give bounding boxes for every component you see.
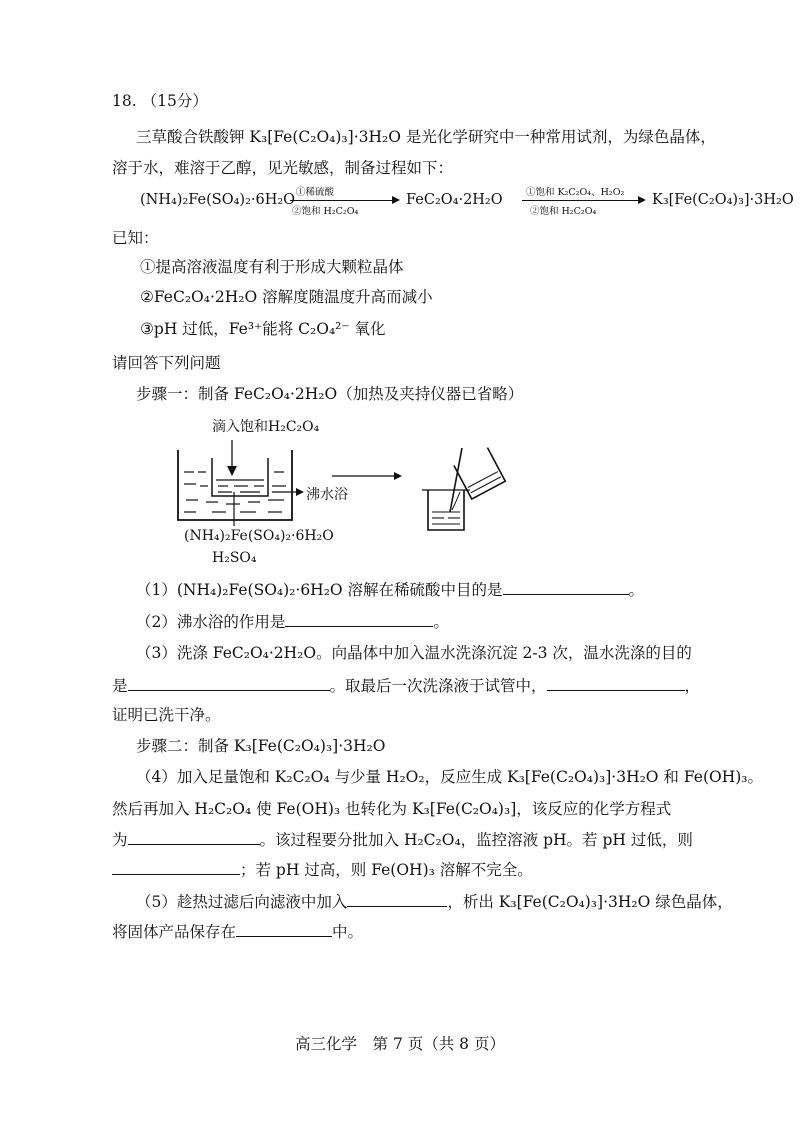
question-number: 18. <box>112 92 137 110</box>
solution-label-2: H₂SO₄ <box>212 550 257 566</box>
answer-blank-2[interactable] <box>285 610 433 627</box>
question-5-text-d: 中。 <box>332 923 364 941</box>
product: K₃[Fe(C₂O₄)₃]·3H₂O <box>652 192 794 208</box>
question-5-line-2 <box>112 920 363 943</box>
page-footer: 高三化学 第 7 页（共 8 页） <box>295 1035 505 1053</box>
question-4-text-c: ；若 pH 过高，则 Fe(OH)₃ 溶解不完全。 <box>240 861 533 879</box>
answer-blank-3a[interactable] <box>128 674 330 691</box>
question-3-text-a: 是 <box>112 677 128 695</box>
bath-label: 沸水浴 <box>306 487 348 503</box>
question-1-end: 。 <box>628 581 645 599</box>
question-header <box>112 90 208 112</box>
question-4-text-b: 。该过程要分批加入 H₂C₂O₄，监控溶液 pH。若 pH 过低，则 <box>259 831 693 849</box>
question-5-text-c: 将固体产品保存在 <box>112 923 237 941</box>
intermediate: FeC₂O₄·2H₂O <box>406 192 503 208</box>
answer-blank-5b[interactable] <box>236 920 332 937</box>
question-3-text-c: ， <box>684 677 701 695</box>
question-3-text-b: 。取最后一次洗涤液于试管中， <box>329 677 547 695</box>
solution-label-1: (NH₄)₂Fe(SO₄)₂·6H₂O <box>184 528 334 544</box>
arrow1-top-label: ①稀硫酸 <box>296 187 335 198</box>
apparatus-figure <box>160 408 580 588</box>
question-score: （15分） <box>141 92 208 110</box>
question-5-text-b: ，析出 K₃[Fe(C₂O₄)₃]·3H₂O 绿色晶体， <box>447 893 733 911</box>
intro-line-1: 三草酸合铁酸钾 K₃[Fe(C₂O₄)₃]·3H₂O 是光化学研究中一种常用试剂，为绿色晶体， <box>136 128 716 146</box>
answer-blank-5a[interactable] <box>347 890 447 907</box>
question-2-end: 。 <box>433 613 449 631</box>
prompt: 请回答下列问题 <box>112 354 221 372</box>
known-heading: 已知： <box>112 229 159 247</box>
reactant: (NH₄)₂Fe(SO₄)₂·6H₂O <box>140 192 296 208</box>
step1-title: 步骤一：制备 FeC₂O₄·2H₂O（加热及夹持仪器已省略） <box>136 385 524 403</box>
answer-blank-4b[interactable] <box>112 858 240 875</box>
known-item-3: ③pH 过低，Fe³⁺能将 C₂O₄²⁻ 氧化 <box>140 320 386 338</box>
drip-label: 滴入饱和H₂C₂O₄ <box>212 419 320 435</box>
known-item-2: ②FeC₂O₄·2H₂O 溶解度随温度升高而减小 <box>140 288 433 306</box>
question-2 <box>136 610 449 633</box>
arrow2-top-label: ①饱和 K₂C₂O₄、H₂O₂ <box>526 187 625 198</box>
question-4-line-3 <box>112 828 693 851</box>
question-2-text: （2）沸水浴的作用是 <box>136 613 286 631</box>
answer-blank-1[interactable] <box>503 578 629 595</box>
arrow1-bottom-label: ②饱和 H₂C₂O₄ <box>292 206 359 217</box>
step2-title: 步骤二：制备 K₃[Fe(C₂O₄)₃]·3H₂O <box>136 737 386 755</box>
question-4-line-2: 然后再加入 H₂C₂O₄ 使 Fe(OH)₃ 也转化为 K₃[Fe(C₂O₄)₃]，该反应的化学方程式 <box>112 800 672 818</box>
question-4-line-1: （4）加入足量饱和 K₂C₂O₄ 与少量 H₂O₂，反应生成 K₃[Fe(C₂O₄)₃]·3H₂O 和 Fe(OH)₃。 <box>136 768 763 786</box>
answer-blank-4a[interactable] <box>128 828 260 845</box>
intro-line-2: 溶于水，难溶于乙醇，见光敏感，制备过程如下： <box>112 159 454 177</box>
reaction-scheme <box>140 183 794 223</box>
question-3-line-3: 证明已洗干净。 <box>112 706 221 724</box>
question-5-text-a: （5）趁热过滤后向滤液中加入 <box>136 893 348 911</box>
question-4-text-a: 为 <box>112 831 128 849</box>
answer-blank-3b[interactable] <box>547 674 685 691</box>
question-1 <box>136 578 644 601</box>
arrow2-bottom-label: ②饱和 H₂C₂O₄ <box>530 206 597 217</box>
question-5-line-1 <box>136 890 733 913</box>
known-item-1: ①提高溶液温度有利于形成大颗粒晶体 <box>140 258 404 276</box>
question-4-line-4 <box>112 858 533 881</box>
question-3-line-2 <box>112 674 700 697</box>
question-1-text: （1）(NH₄)₂Fe(SO₄)₂·6H₂O 溶解在稀硫酸中目的是 <box>136 581 503 599</box>
question-3-line-1: （3）洗涤 FeC₂O₄·2H₂O。向晶体中加入温水洗涤沉淀 2-3 次，温水洗涤的目的 <box>136 644 692 662</box>
